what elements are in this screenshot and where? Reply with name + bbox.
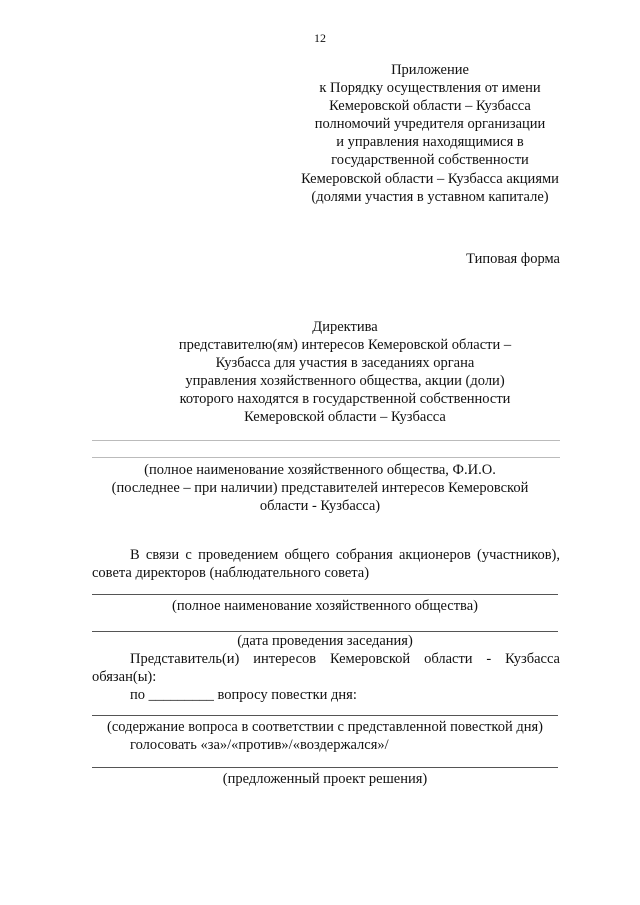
caption-question-content: (содержание вопроса в соответствии с представленной повесткой дня) [107, 719, 543, 735]
appendix-line: к Порядку осуществления от имени [319, 80, 541, 97]
appendix-line: полномочий учредителя организации [314, 116, 546, 133]
appendix-line: Приложение [391, 62, 469, 78]
agenda-suffix: вопросу повестки дня: [217, 687, 357, 703]
title-line: Директива [312, 319, 378, 335]
caption-line: (последнее – при наличии) представителей интересов Кемеровской [111, 480, 529, 497]
title-line: управления хозяйственного общества, акции (доли) [185, 373, 505, 390]
title-line: которого находятся в государственной собственности [179, 391, 511, 408]
appendix-line: и управления находящимися в [336, 134, 524, 151]
title-line: Кемеровской области – Кузбасса [244, 409, 446, 426]
fill-in-line[interactable] [92, 767, 558, 768]
page-number: 12 [314, 31, 326, 45]
fill-in-line[interactable] [92, 457, 560, 458]
caption-draft-decision: (предложенный проект решения) [222, 771, 428, 787]
obligation-line: обязан(ы): [92, 669, 157, 685]
caption-line: (полное наименование хозяйственного общества, Ф.И.О. [144, 462, 496, 478]
appendix-line: (долями участия в уставном капитале) [311, 188, 549, 205]
caption-company-representatives [80, 461, 560, 515]
appendix-line: Кемеровской области – Кузбасса [329, 98, 531, 115]
agenda-question-line [130, 686, 357, 704]
agenda-prefix: по [130, 687, 146, 703]
fill-in-line[interactable] [92, 594, 558, 595]
appendix-heading [270, 61, 590, 206]
title-line: Кузбасса для участия в заседаниях органа [215, 355, 475, 372]
form-type-label: Типовая форма [466, 251, 560, 267]
agenda-number-blank[interactable]: _________ [148, 687, 214, 703]
caption-company: (полное наименование хозяйственного общества) [172, 598, 478, 614]
intro-paragraph-line: совета директоров (наблюдательного совета) [92, 565, 370, 581]
obligation-line: Представитель(и) интересов Кемеровской области - Кузбасса [130, 651, 560, 667]
vote-instruction: голосовать «за»/«против»/«воздержался»/ [130, 737, 389, 753]
title-line: представителю(ям) интересов Кемеровской области – [178, 337, 512, 354]
fill-in-line[interactable] [92, 440, 560, 441]
caption-meeting-date: (дата проведения заседания) [237, 633, 413, 649]
caption-line: области - Кузбасса) [259, 498, 381, 515]
document-title [150, 318, 540, 427]
appendix-line: Кемеровской области – Кузбасса акциями [301, 170, 559, 187]
intro-paragraph-line: В связи с проведением общего собрания акционеров (участников), [130, 547, 560, 563]
fill-in-line[interactable] [92, 715, 558, 716]
appendix-line: государственной собственности [331, 152, 529, 169]
